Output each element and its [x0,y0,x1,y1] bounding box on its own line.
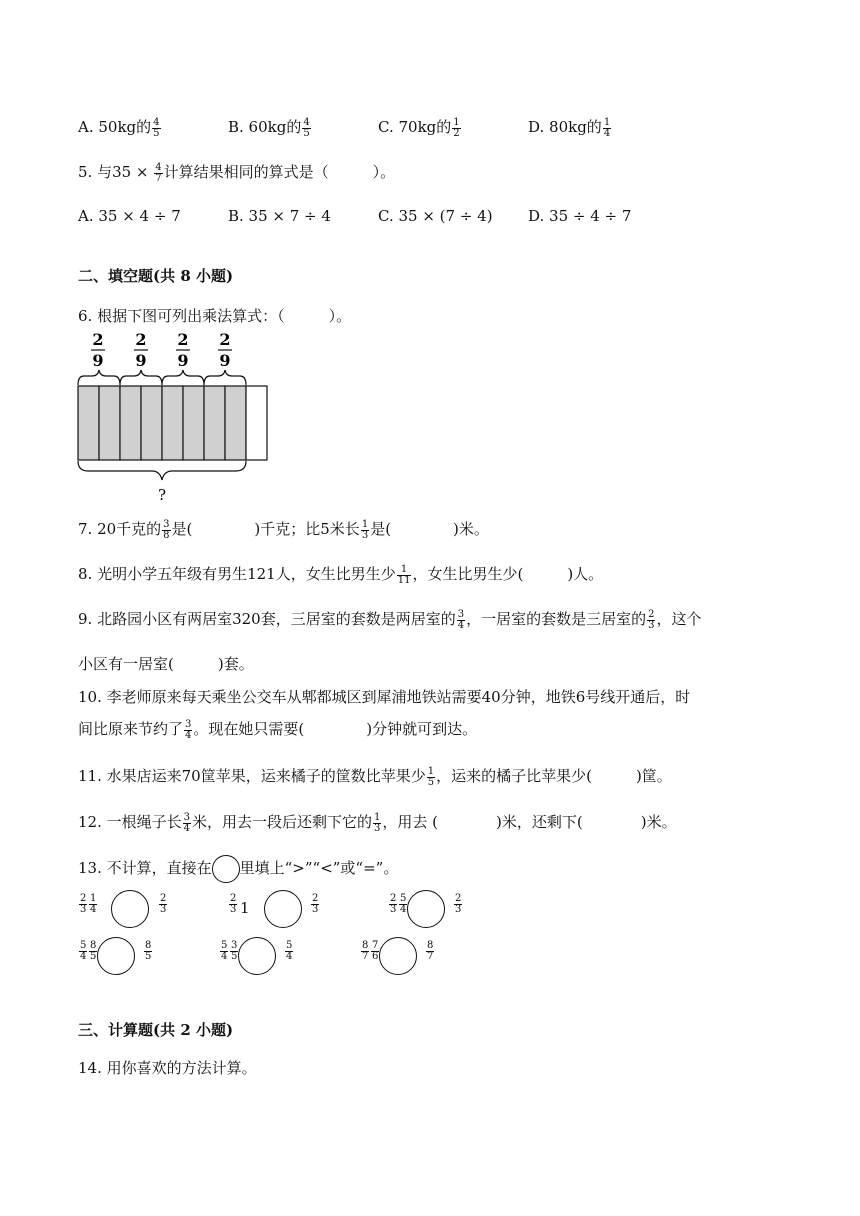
q9-fraction-1: $\frac{3}{4}$ [457,608,465,631]
q4-option-a-text: A. 50kg的 [78,118,152,136]
question-8: 8. 光明小学五年级有男生121人，女生比男生少 $\frac{1}{11}$ ，女生比男生少( )人。 [78,563,604,586]
question-7: 7. 20千克的 $\frac{3}{8}$ 是( )千克；比5米长 $\frac{1}{3}$ 是( )米。 [78,518,489,541]
top-braces [78,370,246,385]
question-9-line-1: 9. 北路园小区有两居室320套，三居室的套数是两居室的 $\frac{3}{4}$ ，一居室的套数是三居室的 $\frac{2}{3}$ ，这个 [78,608,702,631]
q7-fraction-1: $\frac{3}{8}$ [163,518,170,541]
q4-option-c-fraction: $\frac{1}{2}$ [453,116,460,139]
q12-fraction-2: $\frac{1}{3}$ [374,811,381,834]
fraction-labels [91,330,232,370]
fraction-label-4-den: 9 [219,351,231,370]
q11-fraction: $\frac{1}{5}$ [427,765,435,788]
question-10-line-2: 间比原来节约了 $\frac{3}{4}$ 。现在她只需要( )分钟就可到达。 [78,718,478,741]
q12-fraction-1: $\frac{3}{4}$ [183,811,190,834]
q4-option-b[interactable] [228,116,312,139]
fraction-label-4-num: 2 [219,330,231,349]
question-10-line-1: 10. 李老师原来每天乘坐公交车从郫都城区到犀浦地铁站需要40分钟，地铁6号线开通后，时 [78,688,691,706]
fraction-label-3-den: 9 [177,351,189,370]
question-9-line-2: 小区有一居室( )套。 [78,655,254,673]
q4-option-a[interactable] [78,116,162,139]
q9-fraction-2: $\frac{2}{3}$ [648,608,655,631]
comparison-circle-4[interactable] [97,937,135,975]
q8-fraction: $\frac{1}{11}$ [397,563,411,586]
question-5: 5. 与35 × $\frac{4}{7}$ 计算结果相同的算式是（ ）。 [78,161,396,184]
q4-option-b-text: B. 60kg的 [228,118,302,136]
q4-option-d-fraction: $\frac{1}{4}$ [603,116,611,139]
section-3-heading: 三、计算题(共 2 小题) [78,1021,234,1039]
question-14: 14. 用你喜欢的方法计算。 [78,1059,257,1077]
q4-option-c[interactable] [378,116,462,139]
comparison-circle-5[interactable] [238,937,276,975]
q6-figure [76,330,276,510]
question-12: 12. 一根绳子长 $\frac{3}{4}$ 米，用去一段后还剩下它的 $\frac{1}{3}$ ，用去 ( )米，还剩下( )米。 [78,811,677,834]
section-2-heading: 二、填空题(共 8 小题) [78,267,234,285]
fraction-label-2-den: 9 [135,351,147,370]
comparison-circle-3[interactable] [407,890,445,928]
q4-option-c-text: C. 70kg的 [378,118,452,136]
question-13: 13. 不计算，直接在 里填上“>”“<”或“=”。 [78,855,398,883]
fraction-label-3-num: 2 [177,330,189,349]
fraction-label-2-num: 2 [135,330,147,349]
q5-option-c[interactable]: C. 35 × (7 ÷ 4) [378,207,493,225]
q5-option-d[interactable]: D. 35 ÷ 4 ÷ 7 [528,207,632,225]
q7-fraction-2: $\frac{1}{3}$ [361,518,369,541]
q4-option-a-fraction: $\frac{4}{5}$ [153,116,160,139]
q5-fraction: $\frac{4}{7}$ [155,161,162,184]
q10-fraction: $\frac{3}{4}$ [185,718,192,741]
comparison-circle-6[interactable] [379,937,417,975]
q4-option-d[interactable] [528,116,612,139]
question-6: 6. 根据下图可列出乘法算式：（ ）。 [78,307,352,325]
fraction-label-1-den: 9 [92,351,104,370]
comparison-circle-1[interactable] [111,890,149,928]
question-11: 11. 水果店运来70筐苹果，运来橘子的筐数比苹果少 $\frac{1}{5}$ ，运来的橘子比苹果少( )筐。 [78,765,672,788]
q4-option-b-fraction: $\frac{4}{5}$ [303,116,310,139]
comparison-circle-2[interactable] [264,890,302,928]
q4-option-d-text: D. 80kg的 [528,118,602,136]
circle-symbol [212,855,240,883]
bottom-brace [78,461,246,480]
q5-option-b[interactable]: B. 35 × 7 ÷ 4 [228,207,331,225]
fraction-label-1-num: 2 [92,330,104,349]
question-mark: ? [157,486,167,504]
q5-option-a[interactable]: A. 35 × 4 ÷ 7 [78,207,181,225]
bar-cells [78,386,267,460]
